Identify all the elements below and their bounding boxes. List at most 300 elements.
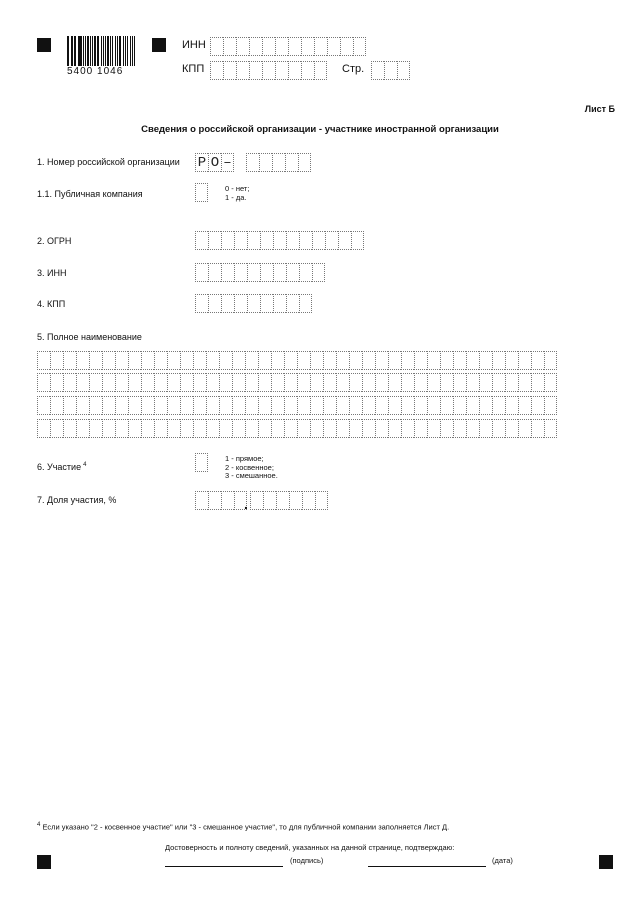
signature-line[interactable]: [165, 866, 283, 867]
page-title: Сведения о российской организации - участнике иностранной организации: [141, 124, 499, 135]
header-inn-cells-cell[interactable]: [353, 37, 366, 56]
header-kpp-cells-cell[interactable]: [314, 61, 327, 80]
full-name-row-4-cell[interactable]: [349, 419, 362, 438]
full-name-row-1-cell[interactable]: [427, 351, 440, 370]
full-name-row-2-cell[interactable]: [271, 373, 284, 392]
full-name-row-1-cell[interactable]: [375, 351, 388, 370]
header-page-label: Стр.: [342, 63, 365, 75]
full-name-row-3-cell[interactable]: [63, 396, 76, 415]
full-name-row-2-cell[interactable]: [245, 373, 258, 392]
barcode-bar: [105, 36, 106, 66]
full-name-row-4-cell[interactable]: [388, 419, 401, 438]
full-name-row-1-cell[interactable]: [362, 351, 375, 370]
barcode-bar: [117, 36, 118, 66]
barcode-bar: [71, 36, 72, 66]
barcode-bar: [112, 36, 114, 66]
full-name-row-4-cell[interactable]: [89, 419, 102, 438]
full-name-row-1-cell[interactable]: [466, 351, 479, 370]
kpp-cells-cell[interactable]: [273, 294, 286, 313]
participation-label: [37, 462, 86, 472]
full-name-row-2-cell[interactable]: [284, 373, 297, 392]
full-name-row-1-cell[interactable]: [401, 351, 414, 370]
full-name-row-4-cell[interactable]: [414, 419, 427, 438]
full-name-row-2-cell[interactable]: [440, 373, 453, 392]
share-fraction-cells-cell[interactable]: [263, 491, 276, 510]
participation-option-3: 3 - смешанное.: [225, 471, 278, 480]
header-page-cells[interactable]: [371, 61, 410, 80]
barcode-bar: [90, 36, 91, 66]
full-name-row-3-cell[interactable]: [154, 396, 167, 415]
full-name-row-1-cell[interactable]: [531, 351, 544, 370]
full-name-row-1[interactable]: [37, 351, 557, 370]
participation-option-2: 2 - косвенное;: [225, 462, 274, 472]
share-integer-cells[interactable]: [195, 491, 247, 510]
full-name-row-3-cell[interactable]: [453, 396, 466, 415]
full-name-row-2-cell[interactable]: [154, 373, 167, 392]
full-name-row-4-cell[interactable]: [115, 419, 128, 438]
full-name-row-4-cell[interactable]: [479, 419, 492, 438]
inn-cells-cell[interactable]: [312, 263, 325, 282]
full-name-row-3-cell[interactable]: [518, 396, 531, 415]
barcode-bar: [67, 36, 69, 66]
full-name-row-2-cell[interactable]: [50, 373, 63, 392]
ogrn-cells-cell[interactable]: [351, 231, 364, 250]
full-name-row-1-cell[interactable]: [349, 351, 362, 370]
full-name-row-3-cell[interactable]: [232, 396, 245, 415]
full-name-row-4[interactable]: [37, 419, 557, 438]
full-name-row-3-cell[interactable]: [206, 396, 219, 415]
header-inn-cells[interactable]: [210, 37, 366, 56]
full-name-row-3[interactable]: [37, 396, 557, 415]
public-company-option-1: 1 - да.: [225, 192, 247, 202]
confirm-text: Достоверность и полноту сведений, указанных на данной странице, подтверждаю:: [165, 843, 455, 852]
ogrn-cells-cell[interactable]: [312, 231, 325, 250]
inn-cells-cell[interactable]: [273, 263, 286, 282]
full-name-row-4-cell[interactable]: [310, 419, 323, 438]
full-name-row-2-cell[interactable]: [518, 373, 531, 392]
org-number-prefix-cells-cell[interactable]: –: [221, 153, 234, 172]
barcode-bar: [78, 36, 79, 66]
full-name-row-3-cell[interactable]: [440, 396, 453, 415]
full-name-row-4-cell[interactable]: [102, 419, 115, 438]
full-name-row-3-cell[interactable]: [349, 396, 362, 415]
full-name-row-3-cell[interactable]: [297, 396, 310, 415]
org-number-cells-cell[interactable]: [285, 153, 298, 172]
public-company-option-0: 0 - нет;: [225, 184, 250, 193]
kpp-cells-cell[interactable]: [299, 294, 312, 313]
barcode-bar: [134, 36, 135, 66]
full-name-row-1-cell[interactable]: [505, 351, 518, 370]
full-name-row-3-cell[interactable]: [401, 396, 414, 415]
barcode-bar: [79, 36, 81, 66]
full-name-row-2-cell[interactable]: [258, 373, 271, 392]
ogrn-cells-cell[interactable]: [260, 231, 273, 250]
kpp-cells-cell[interactable]: [208, 294, 221, 313]
org-number-cells[interactable]: [246, 153, 311, 172]
inn-cells-cell[interactable]: [247, 263, 260, 282]
full-name-row-4-cell[interactable]: [63, 419, 76, 438]
date-line[interactable]: [368, 866, 486, 867]
header-kpp-label: КПП: [182, 63, 205, 75]
full-name-row-1-cell[interactable]: [193, 351, 206, 370]
full-name-row-2-cell[interactable]: [102, 373, 115, 392]
full-name-row-2-cell[interactable]: [219, 373, 232, 392]
full-name-row-3-cell[interactable]: [141, 396, 154, 415]
ogrn-cells-cell[interactable]: [273, 231, 286, 250]
full-name-row-1-cell[interactable]: [323, 351, 336, 370]
inn-cells-cell[interactable]: [195, 263, 208, 282]
full-name-row-3-cell[interactable]: [479, 396, 492, 415]
barcode-bar: [72, 36, 73, 66]
full-name-row-4-cell[interactable]: [544, 419, 557, 438]
full-name-label: 5. Полное наименование: [37, 332, 142, 342]
header-kpp-cells-cell[interactable]: [262, 61, 275, 80]
org-number-prefix-cells-cell[interactable]: Р: [195, 153, 208, 172]
barcode-bar: [130, 36, 131, 66]
share-decimal-separator: .: [244, 496, 248, 512]
barcode-bar: [87, 36, 89, 66]
full-name-row-2-cell[interactable]: [466, 373, 479, 392]
full-name-row-4-cell[interactable]: [323, 419, 336, 438]
full-name-row-2-cell[interactable]: [206, 373, 219, 392]
full-name-row-4-cell[interactable]: [466, 419, 479, 438]
barcode-bar: [83, 36, 84, 66]
full-name-row-4-cell[interactable]: [531, 419, 544, 438]
share-fraction-cells-cell[interactable]: [250, 491, 263, 510]
barcode-bar: [110, 36, 111, 66]
participation-cell-cell[interactable]: [195, 453, 208, 472]
full-name-row-4-cell[interactable]: [336, 419, 349, 438]
org-number-cells-cell[interactable]: [272, 153, 285, 172]
header-kpp-cells-cell[interactable]: [236, 61, 249, 80]
full-name-row-2-cell[interactable]: [375, 373, 388, 392]
full-name-row-4-cell[interactable]: [284, 419, 297, 438]
full-name-row-3-cell[interactable]: [531, 396, 544, 415]
public-company-options: [225, 185, 249, 202]
full-name-row-3-cell[interactable]: [544, 396, 557, 415]
barcode-bar: [92, 36, 93, 66]
full-name-row-2-cell[interactable]: [193, 373, 206, 392]
full-name-row-3-cell[interactable]: [271, 396, 284, 415]
org-number-label: 1. Номер российской организации: [37, 157, 180, 167]
share-label: 7. Доля участия, %: [37, 495, 117, 505]
full-name-row-3-cell[interactable]: [37, 396, 50, 415]
kpp-cells-cell[interactable]: [260, 294, 273, 313]
full-name-row-2-cell[interactable]: [349, 373, 362, 392]
full-name-row-3-cell[interactable]: [505, 396, 518, 415]
full-name-row-4-cell[interactable]: [154, 419, 167, 438]
full-name-row-3-cell[interactable]: [414, 396, 427, 415]
full-name-row-4-cell[interactable]: [206, 419, 219, 438]
header-inn-cells-cell[interactable]: [327, 37, 340, 56]
full-name-row-1-cell[interactable]: [336, 351, 349, 370]
full-name-row-1-cell[interactable]: [479, 351, 492, 370]
org-number-prefix-cells-cell[interactable]: О: [208, 153, 221, 172]
full-name-row-4-cell[interactable]: [362, 419, 375, 438]
full-name-row-1-cell[interactable]: [76, 351, 89, 370]
ogrn-cells-cell[interactable]: [338, 231, 351, 250]
barcode-bar: [97, 36, 99, 66]
header-inn-cells-cell[interactable]: [249, 37, 262, 56]
inn-label: 3. ИНН: [37, 268, 67, 278]
full-name-row-1-cell[interactable]: [219, 351, 232, 370]
participation-footnote-mark: 4: [83, 462, 87, 468]
full-name-row-1-cell[interactable]: [115, 351, 128, 370]
full-name-row-1-cell[interactable]: [206, 351, 219, 370]
full-name-row-3-cell[interactable]: [89, 396, 102, 415]
full-name-row-2-cell[interactable]: [336, 373, 349, 392]
full-name-row-1-cell[interactable]: [414, 351, 427, 370]
full-name-row-1-cell[interactable]: [544, 351, 557, 370]
full-name-row-3-cell[interactable]: [466, 396, 479, 415]
full-name-row-2-cell[interactable]: [115, 373, 128, 392]
full-name-row-4-cell[interactable]: [518, 419, 531, 438]
org-number-cells-cell[interactable]: [246, 153, 259, 172]
full-name-row-4-cell[interactable]: [258, 419, 271, 438]
inn-cells-cell[interactable]: [260, 263, 273, 282]
ogrn-cells-cell[interactable]: [208, 231, 221, 250]
full-name-row-4-cell[interactable]: [401, 419, 414, 438]
ogrn-cells-cell[interactable]: [195, 231, 208, 250]
header-kpp-cells-cell[interactable]: [210, 61, 223, 80]
full-name-row-4-cell[interactable]: [505, 419, 518, 438]
full-name-row-4-cell[interactable]: [128, 419, 141, 438]
public-company-cell[interactable]: [195, 183, 208, 202]
full-name-row-2-cell[interactable]: [531, 373, 544, 392]
ogrn-cells-cell[interactable]: [286, 231, 299, 250]
full-name-row-2-cell[interactable]: [479, 373, 492, 392]
full-name-row-4-cell[interactable]: [440, 419, 453, 438]
full-name-row-2-cell[interactable]: [505, 373, 518, 392]
full-name-row-3-cell[interactable]: [245, 396, 258, 415]
inn-cells-cell[interactable]: [234, 263, 247, 282]
full-name-row-2-cell[interactable]: [89, 373, 102, 392]
header-kpp-cells[interactable]: [210, 61, 327, 80]
ogrn-cells-cell[interactable]: [325, 231, 338, 250]
full-name-row-4-cell[interactable]: [180, 419, 193, 438]
org-number-prefix-cells[interactable]: [195, 153, 234, 172]
header-kpp-cells-cell[interactable]: [249, 61, 262, 80]
barcode-bar: [125, 36, 127, 66]
full-name-row-4-cell[interactable]: [141, 419, 154, 438]
org-number-cells-cell[interactable]: [298, 153, 311, 172]
full-name-row-1-cell[interactable]: [310, 351, 323, 370]
full-name-row-3-cell[interactable]: [284, 396, 297, 415]
full-name-row-1-cell[interactable]: [440, 351, 453, 370]
full-name-row-3-cell[interactable]: [310, 396, 323, 415]
full-name-row-4-cell[interactable]: [297, 419, 310, 438]
full-name-row-4-cell[interactable]: [271, 419, 284, 438]
header-kpp-cells-cell[interactable]: [223, 61, 236, 80]
barcode-bar: [101, 36, 102, 66]
full-name-row-1-cell[interactable]: [50, 351, 63, 370]
header-inn-cells-cell[interactable]: [262, 37, 275, 56]
full-name-row-1-cell[interactable]: [245, 351, 258, 370]
kpp-cells[interactable]: [195, 294, 312, 313]
full-name-row-1-cell[interactable]: [128, 351, 141, 370]
full-name-row-4-cell[interactable]: [37, 419, 50, 438]
full-name-row-1-cell[interactable]: [141, 351, 154, 370]
full-name-row-2-cell[interactable]: [492, 373, 505, 392]
full-name-row-2-cell[interactable]: [141, 373, 154, 392]
inn-cells-cell[interactable]: [208, 263, 221, 282]
full-name-row-3-cell[interactable]: [388, 396, 401, 415]
header-inn-cells-cell[interactable]: [301, 37, 314, 56]
full-name-row-4-cell[interactable]: [76, 419, 89, 438]
full-name-row-1-cell[interactable]: [284, 351, 297, 370]
header-page-cells-cell[interactable]: [371, 61, 384, 80]
corner-marker-top-left: [37, 38, 51, 52]
barcode-bar: [107, 36, 109, 66]
full-name-row-3-cell[interactable]: [167, 396, 180, 415]
kpp-cells-cell[interactable]: [195, 294, 208, 313]
full-name-row-3-cell[interactable]: [102, 396, 115, 415]
share-fraction-cells-cell[interactable]: [302, 491, 315, 510]
full-name-row-2-cell[interactable]: [180, 373, 193, 392]
full-name-row-2-cell[interactable]: [128, 373, 141, 392]
full-name-row-2-cell[interactable]: [232, 373, 245, 392]
full-name-row-2-cell[interactable]: [362, 373, 375, 392]
kpp-cells-cell[interactable]: [221, 294, 234, 313]
full-name-row-3-cell[interactable]: [323, 396, 336, 415]
date-caption: (дата): [492, 856, 513, 865]
full-name-row-1-cell[interactable]: [89, 351, 102, 370]
full-name-row-3-cell[interactable]: [258, 396, 271, 415]
full-name-row-1-cell[interactable]: [297, 351, 310, 370]
share-fraction-cells[interactable]: [250, 491, 328, 510]
full-name-row-3-cell[interactable]: [193, 396, 206, 415]
full-name-row-2-cell[interactable]: [323, 373, 336, 392]
header-kpp-cells-cell[interactable]: [301, 61, 314, 80]
kpp-cells-cell[interactable]: [234, 294, 247, 313]
header-inn-cells-cell[interactable]: [314, 37, 327, 56]
full-name-row-3-cell[interactable]: [115, 396, 128, 415]
full-name-row-2-cell[interactable]: [167, 373, 180, 392]
ogrn-cells-cell[interactable]: [221, 231, 234, 250]
full-name-row-4-cell[interactable]: [375, 419, 388, 438]
full-name-row-4-cell[interactable]: [492, 419, 505, 438]
header-inn-cells-cell[interactable]: [210, 37, 223, 56]
share-integer-cells-cell[interactable]: [221, 491, 234, 510]
full-name-row-3-cell[interactable]: [76, 396, 89, 415]
ogrn-cells-cell[interactable]: [234, 231, 247, 250]
full-name-row-2-cell[interactable]: [297, 373, 310, 392]
full-name-row-1-cell[interactable]: [492, 351, 505, 370]
ogrn-label: 2. ОГРН: [37, 236, 72, 246]
full-name-row-2-cell[interactable]: [414, 373, 427, 392]
participation-options: [225, 455, 278, 481]
full-name-row-1-cell[interactable]: [271, 351, 284, 370]
full-name-row-3-cell[interactable]: [128, 396, 141, 415]
full-name-row-2-cell[interactable]: [310, 373, 323, 392]
ogrn-cells-cell[interactable]: [247, 231, 260, 250]
full-name-row-4-cell[interactable]: [167, 419, 180, 438]
inn-cells[interactable]: [195, 263, 325, 282]
footnote: [37, 822, 449, 832]
full-name-row-1-cell[interactable]: [154, 351, 167, 370]
full-name-row-4-cell[interactable]: [453, 419, 466, 438]
full-name-row-3-cell[interactable]: [492, 396, 505, 415]
full-name-row-3-cell[interactable]: [375, 396, 388, 415]
full-name-row-1-cell[interactable]: [37, 351, 50, 370]
full-name-row-3-cell[interactable]: [336, 396, 349, 415]
ogrn-cells[interactable]: [195, 231, 364, 250]
corner-marker-bottom-left: [37, 855, 51, 869]
inn-cells-cell[interactable]: [221, 263, 234, 282]
full-name-row-2-cell[interactable]: [388, 373, 401, 392]
kpp-cells-cell[interactable]: [286, 294, 299, 313]
participation-cell[interactable]: [195, 453, 208, 472]
full-name-row-3-cell[interactable]: [180, 396, 193, 415]
full-name-row-1-cell[interactable]: [258, 351, 271, 370]
header-page-cells-cell[interactable]: [384, 61, 397, 80]
full-name-row-3-cell[interactable]: [362, 396, 375, 415]
header-inn-cells-cell[interactable]: [275, 37, 288, 56]
header-inn-cells-cell[interactable]: [288, 37, 301, 56]
full-name-row-2-cell[interactable]: [401, 373, 414, 392]
full-name-row-2-cell[interactable]: [427, 373, 440, 392]
full-name-row-1-cell[interactable]: [388, 351, 401, 370]
full-name-row-1-cell[interactable]: [453, 351, 466, 370]
share-fraction-cells-cell[interactable]: [276, 491, 289, 510]
header-inn-cells-cell[interactable]: [340, 37, 353, 56]
header-inn-cells-cell[interactable]: [236, 37, 249, 56]
ogrn-cells-cell[interactable]: [299, 231, 312, 250]
barcode-bar: [132, 36, 134, 66]
full-name-row-4-cell[interactable]: [232, 419, 245, 438]
full-name-row-4-cell[interactable]: [427, 419, 440, 438]
full-name-row-1-cell[interactable]: [167, 351, 180, 370]
kpp-cells-cell[interactable]: [247, 294, 260, 313]
full-name-row-4-cell[interactable]: [50, 419, 63, 438]
full-name-row-4-cell[interactable]: [245, 419, 258, 438]
full-name-row-1-cell[interactable]: [63, 351, 76, 370]
barcode-bar: [119, 36, 121, 66]
full-name-row-1-cell[interactable]: [518, 351, 531, 370]
full-name-row-4-cell[interactable]: [193, 419, 206, 438]
share-fraction-cells-cell[interactable]: [315, 491, 328, 510]
full-name-row-1-cell[interactable]: [180, 351, 193, 370]
header-page-cells-cell[interactable]: [397, 61, 410, 80]
full-name-row-3-cell[interactable]: [219, 396, 232, 415]
full-name-row-1-cell[interactable]: [102, 351, 115, 370]
header-inn-cells-cell[interactable]: [223, 37, 236, 56]
public-company-cell-cell[interactable]: [195, 183, 208, 202]
barcode-bar: [127, 36, 128, 66]
full-name-row-2[interactable]: [37, 373, 557, 392]
org-number-cells-cell[interactable]: [259, 153, 272, 172]
barcode-bar: [115, 36, 116, 66]
header-kpp-cells-cell[interactable]: [288, 61, 301, 80]
full-name-row-4-cell[interactable]: [219, 419, 232, 438]
share-integer-cells-cell[interactable]: [195, 491, 208, 510]
full-name-row-3-cell[interactable]: [50, 396, 63, 415]
corner-marker-top-mid: [152, 38, 166, 52]
full-name-row-2-cell[interactable]: [544, 373, 557, 392]
barcode-number: 5400 1046: [67, 66, 124, 77]
full-name-row-3-cell[interactable]: [427, 396, 440, 415]
full-name-row-2-cell[interactable]: [76, 373, 89, 392]
full-name-row-2-cell[interactable]: [63, 373, 76, 392]
full-name-row-2-cell[interactable]: [453, 373, 466, 392]
share-fraction-cells-cell[interactable]: [289, 491, 302, 510]
share-integer-cells-cell[interactable]: [208, 491, 221, 510]
inn-cells-cell[interactable]: [286, 263, 299, 282]
inn-cells-cell[interactable]: [299, 263, 312, 282]
full-name-row-1-cell[interactable]: [232, 351, 245, 370]
full-name-row-2-cell[interactable]: [37, 373, 50, 392]
header-kpp-cells-cell[interactable]: [275, 61, 288, 80]
